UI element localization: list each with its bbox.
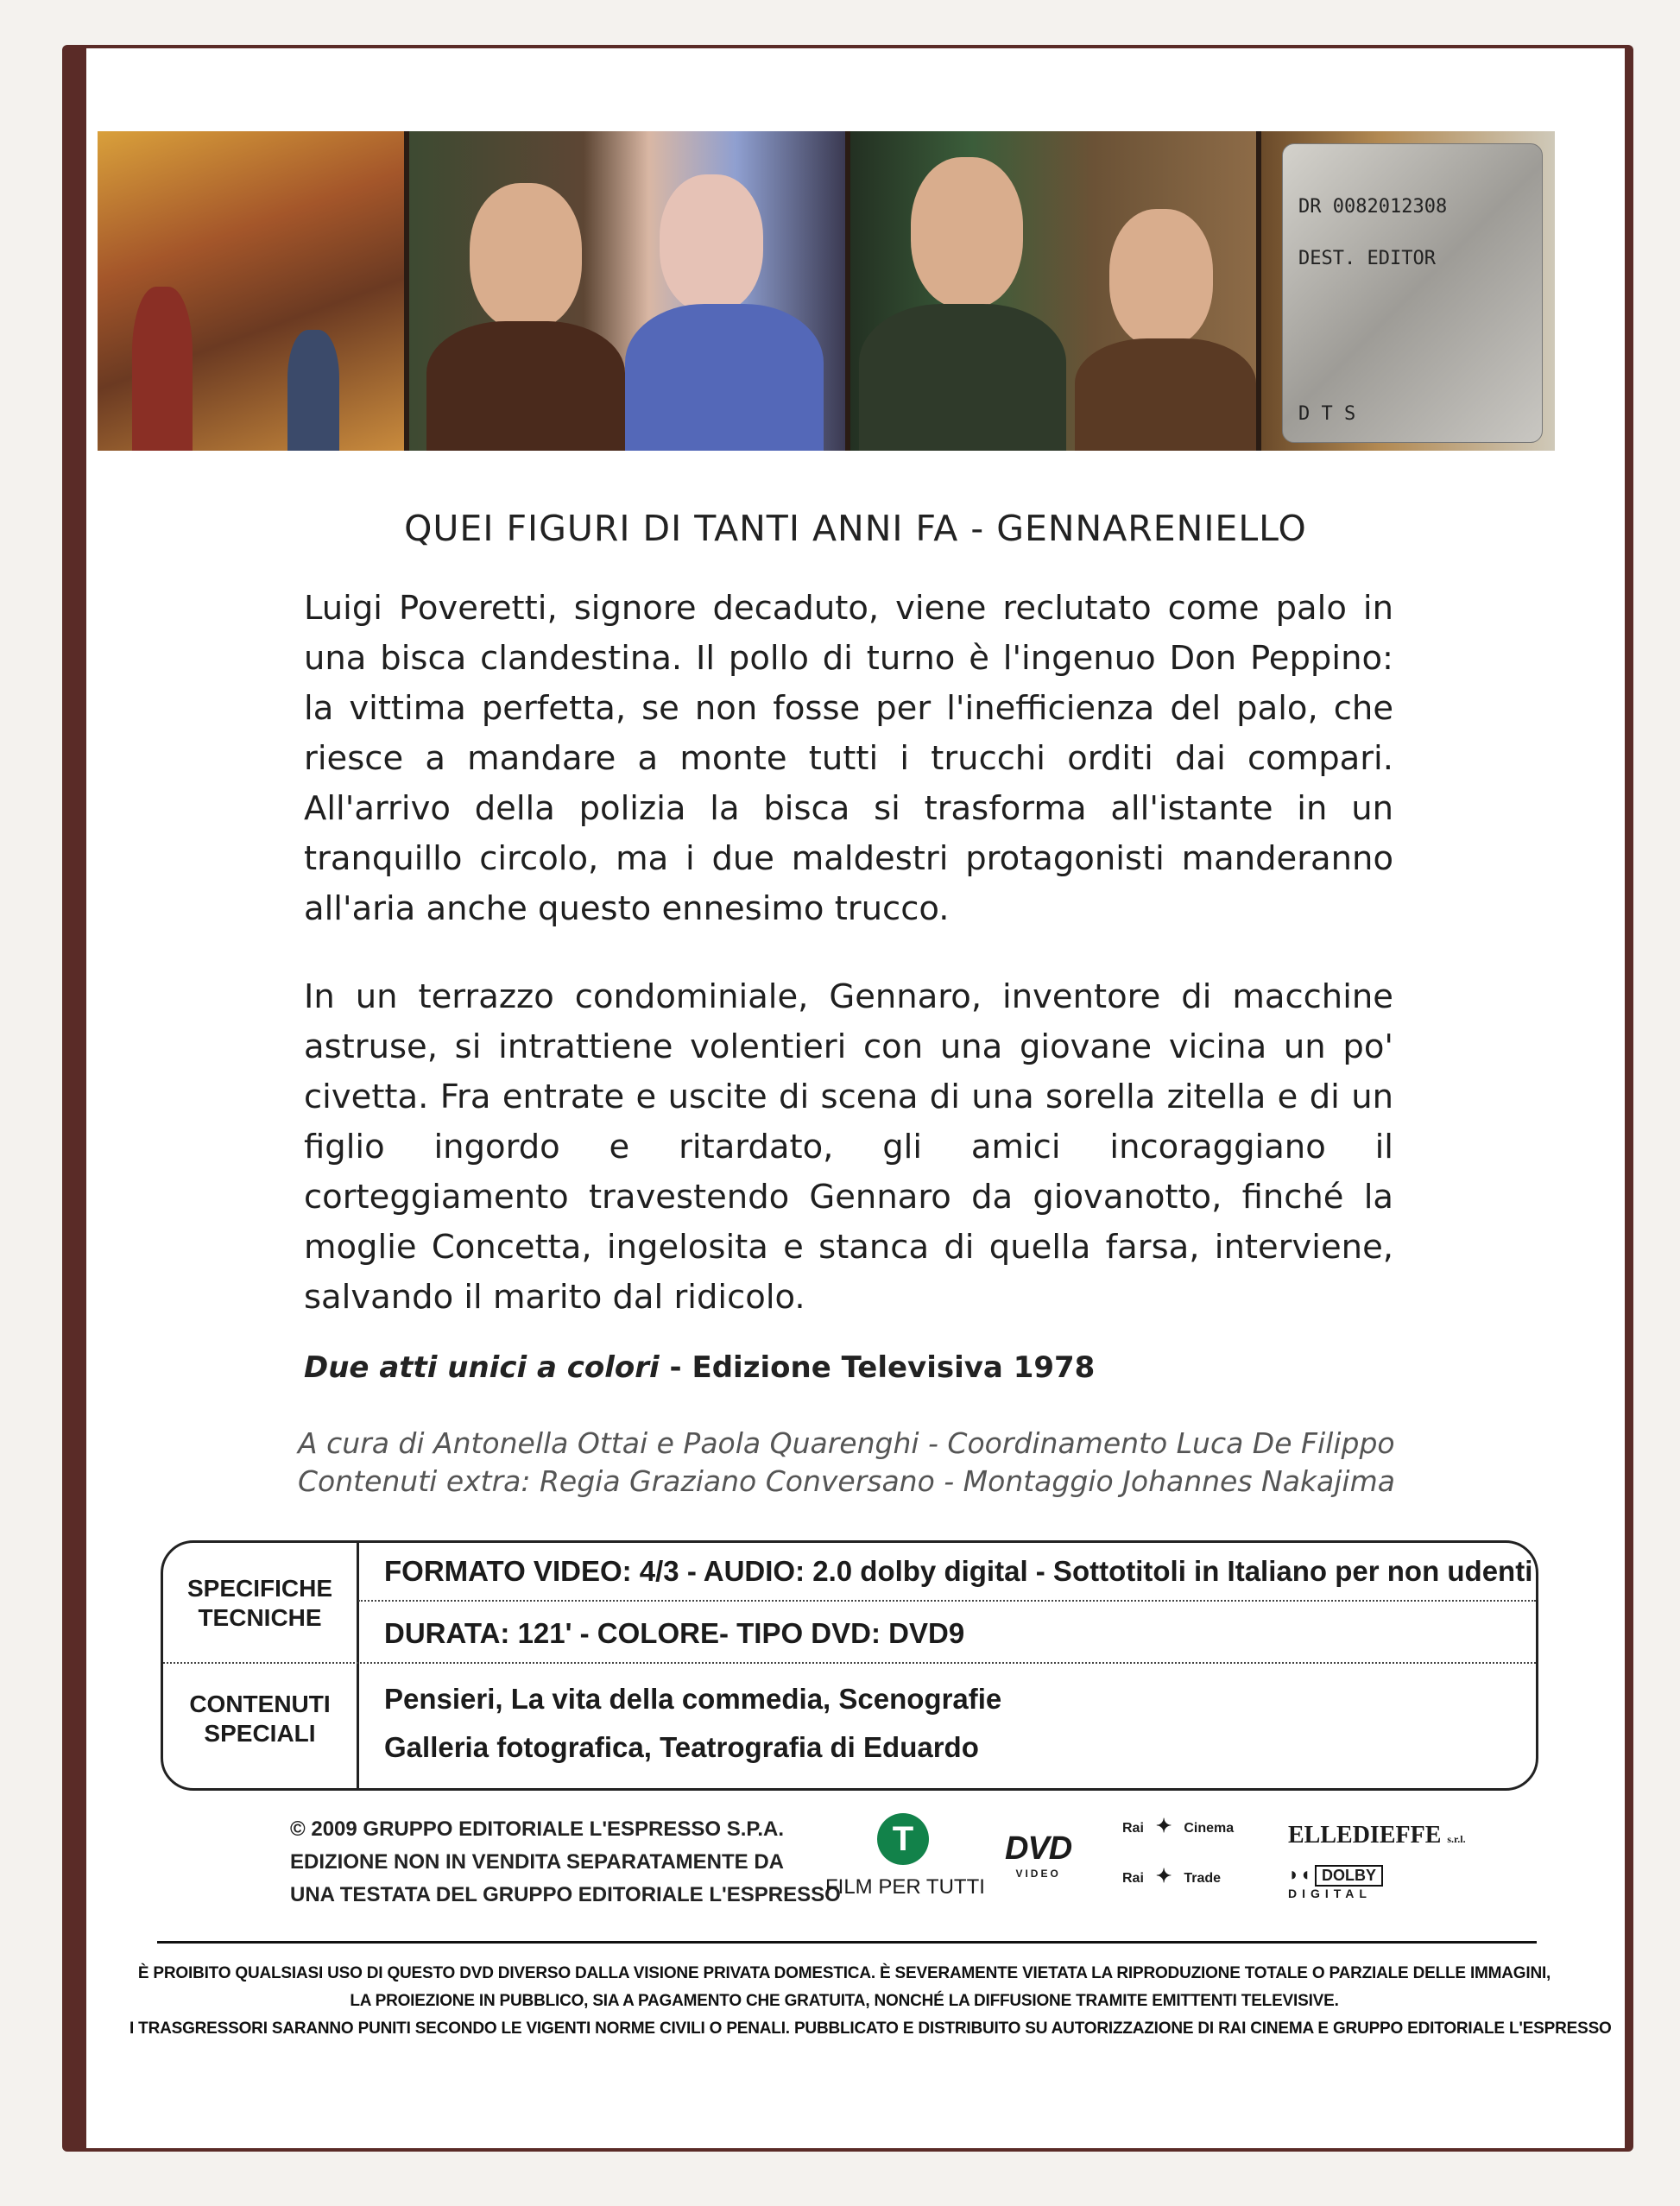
specs-label-technical: [163, 1574, 357, 1633]
spec-format: FORMATO VIDEO: 4/3 - AUDIO: 2.0 dolby digital - Sottotitoli in Italiano per non udenti: [384, 1555, 1533, 1587]
dolby-digital-logo: [1288, 1863, 1383, 1900]
still-two-actors: [409, 131, 845, 451]
row-divider: [358, 1600, 1536, 1602]
credits-line-2: Contenuti extra: Regia Graziano Conversano - Montaggio Johannes Nakajima: [298, 1464, 1395, 1498]
security-sticker: [1282, 143, 1543, 443]
actor-face: [470, 183, 582, 330]
film-per-tutti-logo: T: [877, 1813, 929, 1865]
label-line: SPECIFICHE: [186, 1575, 333, 1602]
elledieffe-text: ELLEDIEFFE: [1288, 1822, 1442, 1849]
copyright-line: EDIZIONE NON IN VENDITA SEPARATAMENTE DA: [290, 1850, 785, 1874]
legal-line: È PROIBITO QUALSIASI USO DI QUESTO DVD DIVERSO DALLA VISIONE PRIVATA DOMESTICA. È SEVERAMENTE VIETATA LA RIPRODUZIONE TOTALE O PARZIALE DELLE IMMAGINI,: [137, 1964, 1551, 1982]
synopsis-paragraph-1: Luigi Poveretti, signore decaduto, viene reclutato come palo in una bisca clandestina. Il pollo di turno è l'ingenuo Don Peppino: la vittima perfetta, se non fosse per l'inefficienza del palo, che riesce a mandare a monte tutti i trucchi orditi dai compari. All'arrivo della polizia la bisca si trasforma all'istante in un tranquillo circolo, ma i due maldestri protagonisti manderanno all'aria anche questo ennesimo trucco.: [304, 589, 1393, 928]
extras-row-2: Galleria fotografica, Teatrografia di Eduardo: [384, 1731, 979, 1763]
actor-face: [1109, 209, 1213, 347]
actor-coat: [426, 321, 625, 451]
extras-row-1: Pensieri, La vita della commedia, Scenografie: [384, 1683, 1002, 1715]
sticker-dest: DEST. EDITOR: [1298, 248, 1436, 269]
elledieffe-logo: [1288, 1822, 1466, 1849]
rai-mark-icon: ✦: [1155, 1865, 1172, 1887]
credits-line-1: A cura di Antonella Ottai e Paola Quarenghi - Coordinamento Luca De Filippo: [298, 1426, 1395, 1460]
sticker-code: DR 0082012308: [1298, 196, 1448, 218]
dolby-text: DOLBY: [1315, 1865, 1383, 1887]
still-partial: [1261, 131, 1555, 451]
rai-mark-icon: ✦: [1155, 1815, 1172, 1836]
dolby-double-d-icon: ◗◖: [1288, 1863, 1311, 1885]
legal-notice: [129, 1960, 1612, 2043]
page-title: QUEI FIGURI DI TANTI ANNI FA - GENNARENIELLO: [404, 508, 1307, 549]
dolby-sub-text: DIGITAL: [1288, 1887, 1372, 1900]
rai-division: Trade: [1184, 1871, 1222, 1886]
credits: [298, 1425, 1403, 1501]
copyright-block: [290, 1813, 841, 1912]
actor-face: [660, 174, 763, 313]
legal-line: LA PROIEZIONE IN PUBBLICO, SIA A PAGAMENTO CHE GRATUITA, NONCHÉ LA DIFFUSIONE TRAMITE EMITTENTI TELEVISIVE.: [350, 1992, 1339, 2010]
rai-text: Rai: [1122, 1821, 1144, 1836]
label-line: CONTENUTI: [189, 1691, 331, 1717]
dvd-video-logo: [1005, 1830, 1071, 1880]
actor-coat: [1075, 338, 1256, 451]
spec-duration: DURATA: 121' - COLORE- TIPO DVD: DVD9: [384, 1617, 965, 1649]
figure-silhouette: [132, 287, 193, 451]
label-line: SPECIALI: [204, 1720, 316, 1747]
still-two-men: [850, 131, 1256, 451]
actor-dress: [625, 304, 824, 451]
label-line: TECNICHE: [198, 1604, 322, 1631]
elledieffe-suffix: s.r.l.: [1447, 1833, 1466, 1845]
dvd-text: DVD: [1005, 1830, 1072, 1867]
rai-cinema-logo: [1122, 1815, 1234, 1837]
specs-label-extras: [163, 1690, 357, 1748]
copyright-line: © 2009 GRUPPO EDITORIALE L'ESPRESSO S.P.A.: [290, 1817, 785, 1841]
edition-rest: - Edizione Televisiva 1978: [659, 1350, 1096, 1385]
rai-trade-logo: [1122, 1865, 1221, 1887]
actor-face: [911, 157, 1023, 308]
column-divider: [357, 1543, 359, 1788]
synopsis-paragraph-2: In un terrazzo condominiale, Gennaro, inventore di macchine astruse, si intrattiene volentieri con una giovane vicina un po' civetta. Fra entrate e uscite di scena di una sorella zitella e di un figlio ingordo e ritardato, gli amici incoraggiano il corteggiamento travestendo Gennaro da giovanotto, finché la moglie Concetta, ingelosita e stanca di quella farsa, interviene, salvando il marito dal ridicolo.: [304, 977, 1393, 1317]
figure-silhouette: [287, 330, 339, 451]
still-street-scene: [98, 131, 404, 451]
specs-table: [161, 1540, 1538, 1791]
rai-division: Cinema: [1184, 1821, 1235, 1836]
edition-line: [304, 1350, 1095, 1385]
sticker-dts: D T S: [1298, 403, 1356, 425]
rai-text: Rai: [1122, 1871, 1144, 1886]
edition-italic: Due atti unici a colori: [304, 1350, 660, 1385]
actor-coat: [859, 304, 1066, 451]
copyright-line: UNA TESTATA DEL GRUPPO EDITORIALE L'ESPRESSO: [290, 1883, 841, 1906]
legal-line: I TRASGRESSORI SARANNO PUNITI SECONDO LE VIGENTI NORME CIVILI O PENALI. PUBBLICATO E DISTRIBUITO SU AUTORIZZAZIONE DI RAI CINEMA E GRUPPO EDITORIALE L'ESPRESSO: [129, 2020, 1612, 2038]
film-stills-strip: [98, 131, 1555, 451]
film-per-tutti-label: FILM PER TUTTI: [825, 1875, 985, 1899]
footer-rule: [157, 1941, 1537, 1944]
dvd-sub-text: VIDEO: [1015, 1868, 1061, 1880]
section-divider: [163, 1662, 1536, 1664]
